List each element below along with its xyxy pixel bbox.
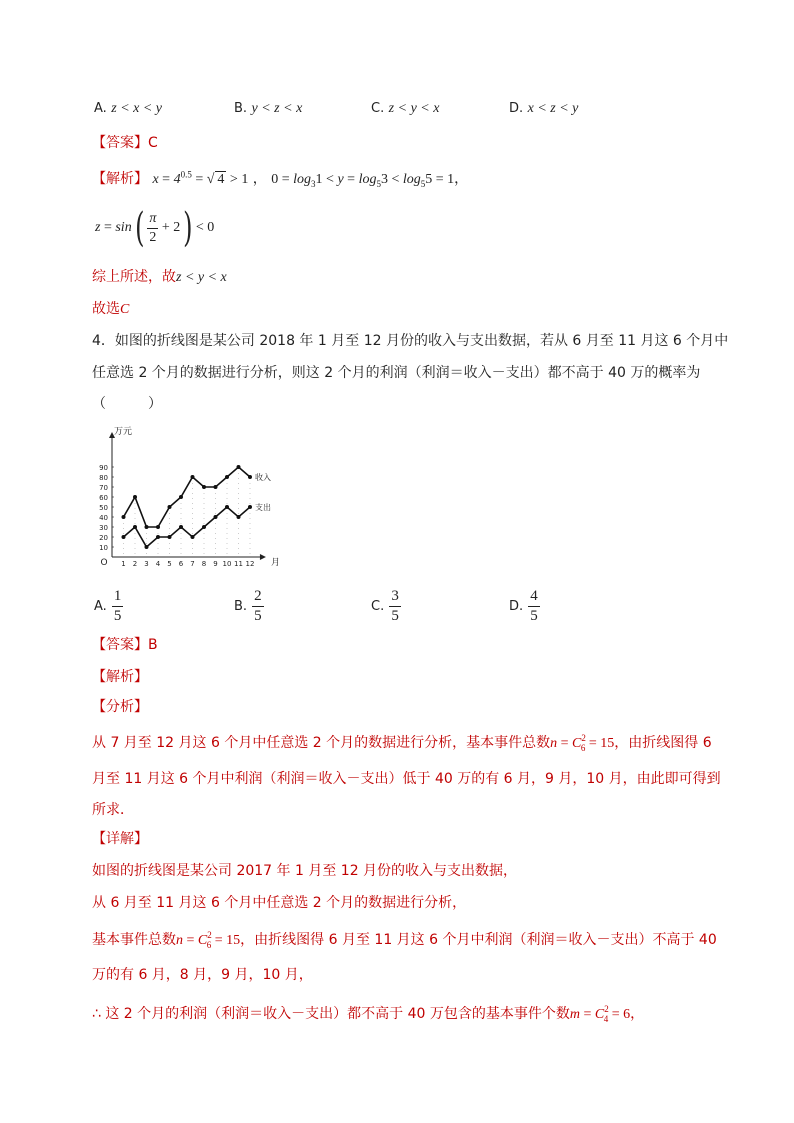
y-tick-label: 70: [99, 484, 108, 492]
legend-label-0: 收入: [255, 473, 271, 482]
data-point: [191, 535, 195, 539]
q3-option-d-key: D.: [509, 101, 524, 116]
data-point: [156, 525, 160, 529]
data-point: [225, 505, 229, 509]
data-point: [122, 515, 126, 519]
income-expense-line-chart: [90, 422, 290, 572]
q4-detail-line-3: [92, 929, 717, 950]
q4-detail-line-3a: 基本事件总数: [92, 932, 176, 948]
series-line-1: [124, 507, 251, 547]
x-tick-label: 11: [234, 560, 243, 568]
q4-detail-line-3b: ，由折线图得 6 月至 11 月这 6 个月中利润（利润＝收入－支出）不高于 40: [240, 932, 717, 948]
q4-analysis-label: 【解析】: [92, 669, 148, 685]
x-tick-label: 2: [132, 560, 138, 568]
y-tick-label: 90: [99, 464, 108, 472]
data-point: [214, 485, 218, 489]
q4-answer: [92, 634, 158, 654]
data-point: [179, 495, 183, 499]
y-tick-label: 30: [99, 524, 108, 532]
q4-answer-value: B: [148, 637, 158, 653]
x-tick-label: 10: [222, 560, 232, 568]
data-point: [145, 545, 149, 549]
q3-option-a-expr: z < x < y: [111, 101, 163, 116]
data-point: [248, 475, 252, 479]
q4-answer-label: 【答案】: [92, 637, 148, 653]
q3-conclusion-text: 综上所述，故: [92, 269, 176, 285]
q3-choice-text: 故选: [92, 301, 120, 317]
data-point: [225, 475, 229, 479]
y-tick-label: 80: [99, 474, 108, 482]
q4-detail-line-5a: ∴ 这 2 个月的利润（利润＝收入－支出）都不高于 40 万包含的基本事件个数: [92, 1006, 570, 1022]
q3-option-d-expr: x < z < y: [527, 101, 579, 116]
y-tick-label: 40: [99, 514, 108, 522]
data-point: [156, 535, 160, 539]
y-axis-label: 万元: [114, 427, 133, 437]
q3-conclusion-expr: z < y < x: [176, 270, 227, 285]
data-point: [237, 515, 241, 519]
data-point: [179, 525, 183, 529]
data-point: [122, 535, 126, 539]
data-point: [168, 535, 172, 539]
data-point: [133, 525, 137, 529]
data-point: [248, 505, 252, 509]
y-tick-label: 50: [99, 504, 108, 512]
x-tick-label: 12: [245, 560, 255, 568]
q3-choice: [92, 298, 129, 318]
q4-option-c-fraction: $\frac{3}{5}$: [391, 587, 399, 624]
q4-option-d-key: D.: [509, 598, 524, 614]
q3-option-c-expr: z < y < x: [388, 101, 440, 116]
q4-fenxi-combination: $n = C^2_6 = 15$: [550, 733, 615, 753]
q4-detail-line-2: 从 6 月至 11 月这 6 个月中任意选 2 个月的数据进行分析，: [92, 895, 467, 911]
q4-option-d-fraction: $\frac{4}{5}$: [530, 587, 538, 624]
q3-answer: [92, 132, 158, 152]
q3-answer-value: C: [148, 135, 158, 151]
q4-detail-line-1: 如图的折线图是某公司 2017 年 1 月至 12 月份的收入与支出数据，: [92, 863, 518, 879]
q3-choice-value: C: [120, 302, 130, 317]
q4-option-b-fraction: $\frac{2}{5}$: [254, 587, 262, 624]
x-tick-label: 1: [121, 560, 126, 568]
data-point: [133, 495, 137, 499]
q3-analysis-label: 【解析】: [92, 171, 148, 187]
x-tick-label: 4: [155, 560, 161, 568]
q3-analysis-log: $0 = \log_31 < y = \log_53 < \log_55 = 1$: [271, 172, 455, 189]
x-tick-label: 3: [144, 560, 149, 568]
q3-answer-label: 【答案】: [92, 135, 148, 151]
q4-fenxi-label: 【分析】: [92, 699, 148, 715]
data-point: [191, 475, 195, 479]
data-point: [214, 515, 218, 519]
q4-fenxi-line-3: 所求．: [92, 802, 134, 818]
legend-label-1: 支出: [255, 503, 271, 512]
data-point: [145, 525, 149, 529]
q3-analysis-formula: $x = 4^{0.5}$ = √ 4 > 1: [152, 169, 249, 187]
data-point: [237, 465, 241, 469]
q4-stem-line-1: 4．如图的折线图是某公司 2018 年 1 月至 12 月份的收入与支出数据，若从 6 月至 11 月这 6 个月中: [92, 333, 729, 349]
q4-fenxi-line-2: 月至 11 月这 6 个月中利润（利润＝收入－支出）低于 40 万的有 6 月，9 月，10 月，由此即可得到: [92, 771, 721, 787]
series-line-0: [124, 467, 251, 527]
q4-fenxi-line-1: [92, 732, 712, 753]
q3-option-b-key: B.: [234, 101, 248, 116]
data-point: [202, 485, 206, 489]
q4-option-c-key: C.: [371, 598, 385, 614]
data-point: [168, 505, 172, 509]
y-tick-label: 10: [99, 544, 108, 552]
q4-fenxi-line-1a: 从 7 月至 12 月这 6 个月中任意选 2 个月的数据进行分析，基本事件总数: [92, 735, 551, 751]
x-tick-label: 5: [167, 560, 172, 568]
q4-detail-label: 【详解】: [92, 831, 148, 847]
y-tick-label: 20: [99, 534, 108, 542]
q4-fenxi-line-1b: ，由折线图得 6: [614, 735, 712, 751]
data-point: [202, 525, 206, 529]
q3-option-b-expr: y < z < x: [251, 101, 303, 116]
q3-z-formula: z = sin ( $\frac{\pi}{2}$ + 2 ) < 0: [95, 205, 215, 251]
q4-stem-line-3: （ ）: [92, 396, 162, 412]
q3-analysis-sep: ，: [252, 171, 267, 187]
q4-option-a-key: A.: [94, 598, 107, 614]
x-tick-label: 8: [201, 560, 207, 568]
q4-detail-combination-m: $m = C^2_4 = 6$: [569, 1004, 631, 1024]
pi-over-2: $\frac{\pi}{2}$: [149, 210, 157, 245]
q4-detail-line-5: [92, 1003, 644, 1024]
x-tick-label: 6: [178, 560, 184, 568]
q3-analysis: 【解析】 $x = 4^{0.5}$ = √ 4 > 1 ， $0 = \log_31 < y = \log_53 < \log_55 = 1$，: [92, 169, 469, 189]
y-tick-label: 60: [99, 494, 108, 502]
x-axis-arrow: [260, 554, 266, 560]
origin-label: O: [100, 558, 108, 568]
x-tick-label: 7: [190, 560, 195, 568]
q4-option-a-fraction: $\frac{1}{5}$: [113, 587, 122, 624]
q4-detail-line-4: 万的有 6 月，8 月，9 月，10 月，: [92, 967, 313, 983]
q4-detail-line-5b: ，: [630, 1006, 645, 1022]
q4-option-b-key: B.: [234, 598, 248, 614]
q4-options: [94, 585, 694, 627]
q3-option-c-key: C.: [371, 101, 385, 116]
q3-options: [94, 100, 694, 120]
q4-detail-combination: $n = C^2_6 = 15$: [176, 930, 241, 950]
q4-stem-line-2: 任意选 2 个月的数据进行分析，则这 2 个月的利润（利润＝收入－支出）都不高于 40 万的概率为: [92, 365, 701, 381]
x-tick-label: 9: [213, 560, 218, 568]
q3-option-a-key: A.: [94, 101, 107, 116]
q3-conclusion: [92, 266, 227, 286]
x-axis-label: 月: [270, 558, 280, 568]
